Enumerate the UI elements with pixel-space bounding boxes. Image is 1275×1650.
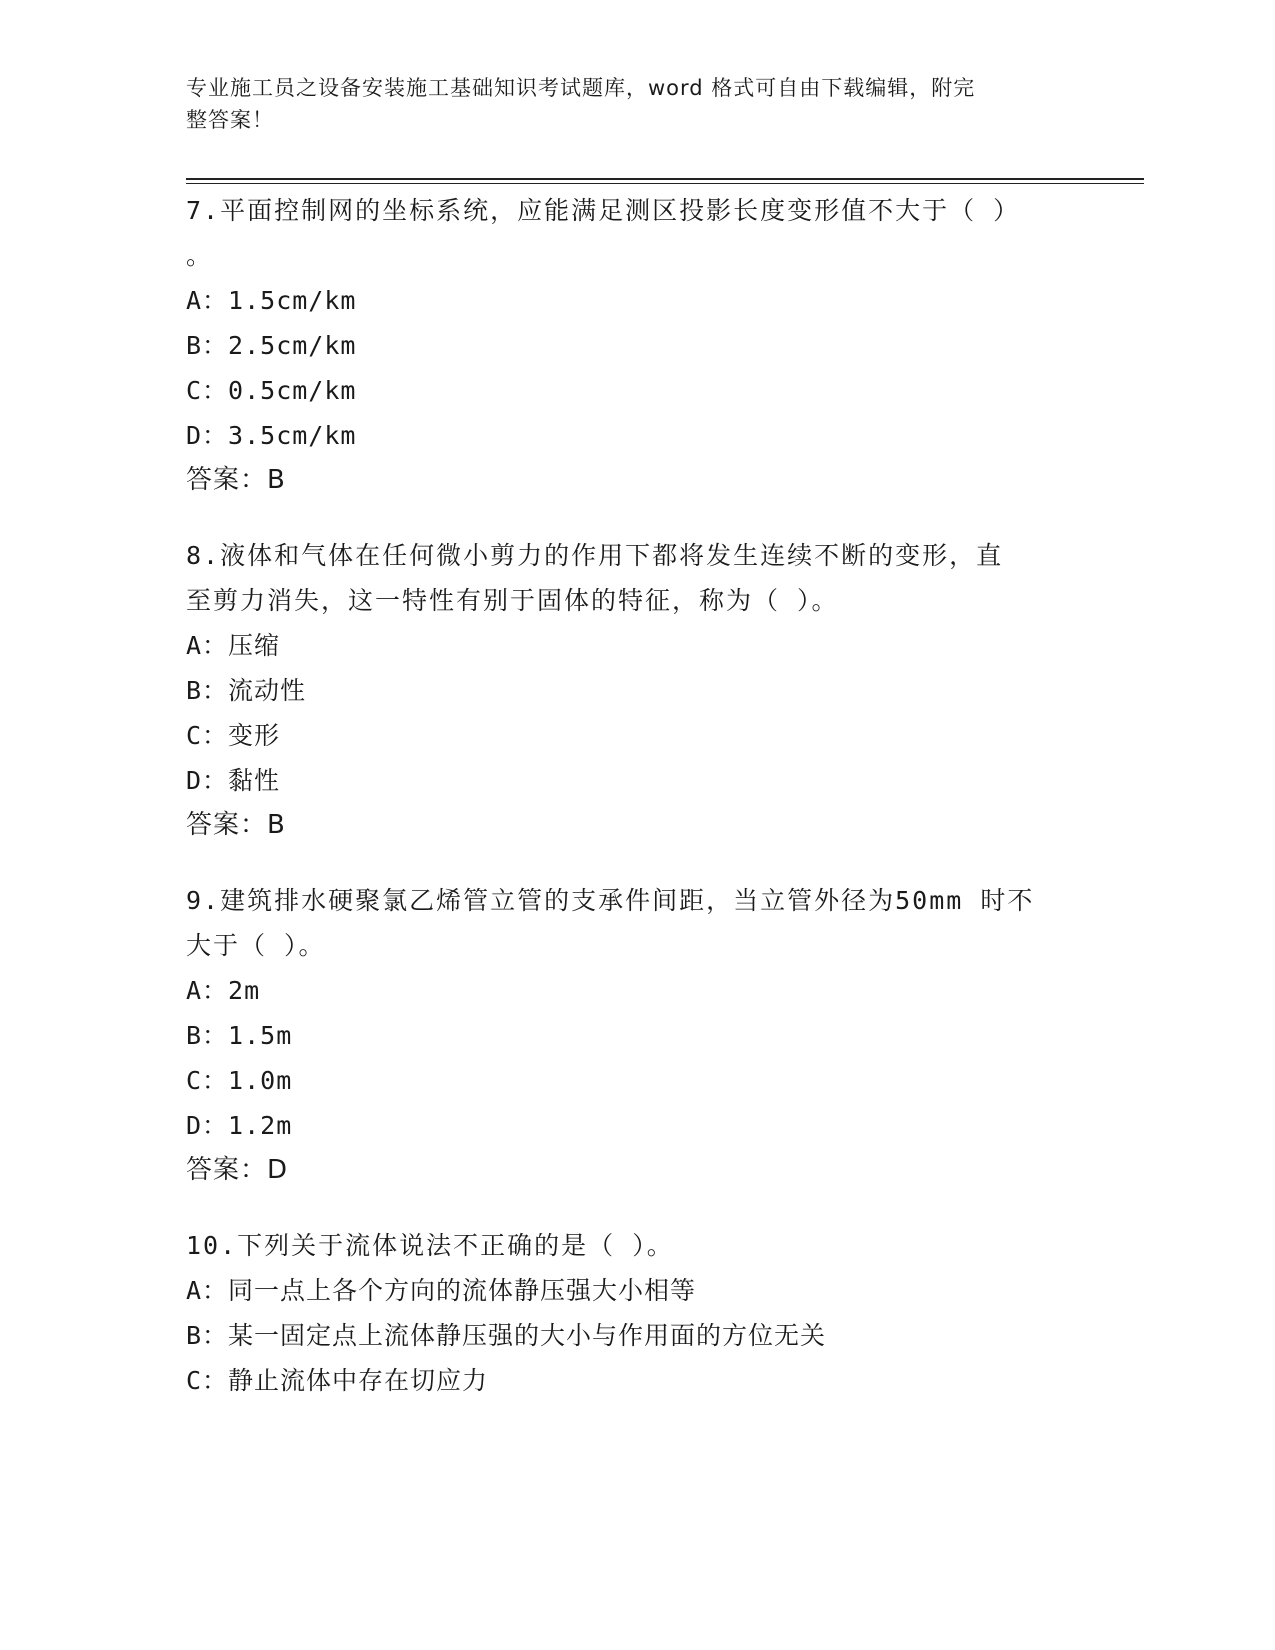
option-c: C：0.5cm/km [186,376,357,405]
option-d: D：3.5cm/km [186,421,357,450]
question-text: 8.液体和气体在任何微小剪力的作用下都将发生连续不断的变形，直 [186,541,1004,570]
option-c: C：变形 [186,721,281,750]
question-list [186,188,1086,1433]
question-8 [186,533,1086,848]
option-a: A：压缩 [186,631,281,660]
option-c: C：1.0m [186,1066,293,1095]
option-d: D：黏性 [186,766,281,795]
document-header [186,72,1066,136]
header-line-2: 整答案！ [186,108,274,132]
question-9 [186,878,1086,1193]
option-d: D：1.2m [186,1111,293,1140]
question-text-continued: 。 [186,241,212,270]
option-b: B：流动性 [186,676,307,705]
option-c: C：静止流体中存在切应力 [186,1366,489,1395]
question-7 [186,188,1086,503]
header-divider-thick [186,178,1144,180]
question-text: 9.建筑排水硬聚氯乙烯管立管的支承件间距，当立管外径为50mm 时不 [186,886,1035,915]
question-text-continued: 至剪力消失，这一特性有别于固体的特征，称为（ ）。 [186,586,839,615]
option-a: A：同一点上各个方向的流体静压强大小相等 [186,1276,697,1305]
option-a: A：2m [186,976,261,1005]
question-text: 7.平面控制网的坐标系统，应能满足测区投影长度变形值不大于（ ） [186,196,1021,225]
option-b: B：某一固定点上流体静压强的大小与作用面的方位无关 [186,1321,827,1350]
option-a: A：1.5cm/km [186,286,357,315]
question-text: 10.下列关于流体说法不正确的是（ ）。 [186,1231,674,1260]
answer: 答案：B [186,810,286,840]
answer: 答案：D [186,1155,289,1185]
question-10 [186,1223,1086,1403]
header-line-1: 专业施工员之设备安装施工基础知识考试题库，word 格式可自由下载编辑，附完 [186,76,976,100]
option-b: B：1.5m [186,1021,293,1050]
answer: 答案：B [186,465,286,495]
question-text-continued: 大于（ ）。 [186,931,326,960]
header-divider-thin [186,183,1144,184]
option-b: B：2.5cm/km [186,331,357,360]
